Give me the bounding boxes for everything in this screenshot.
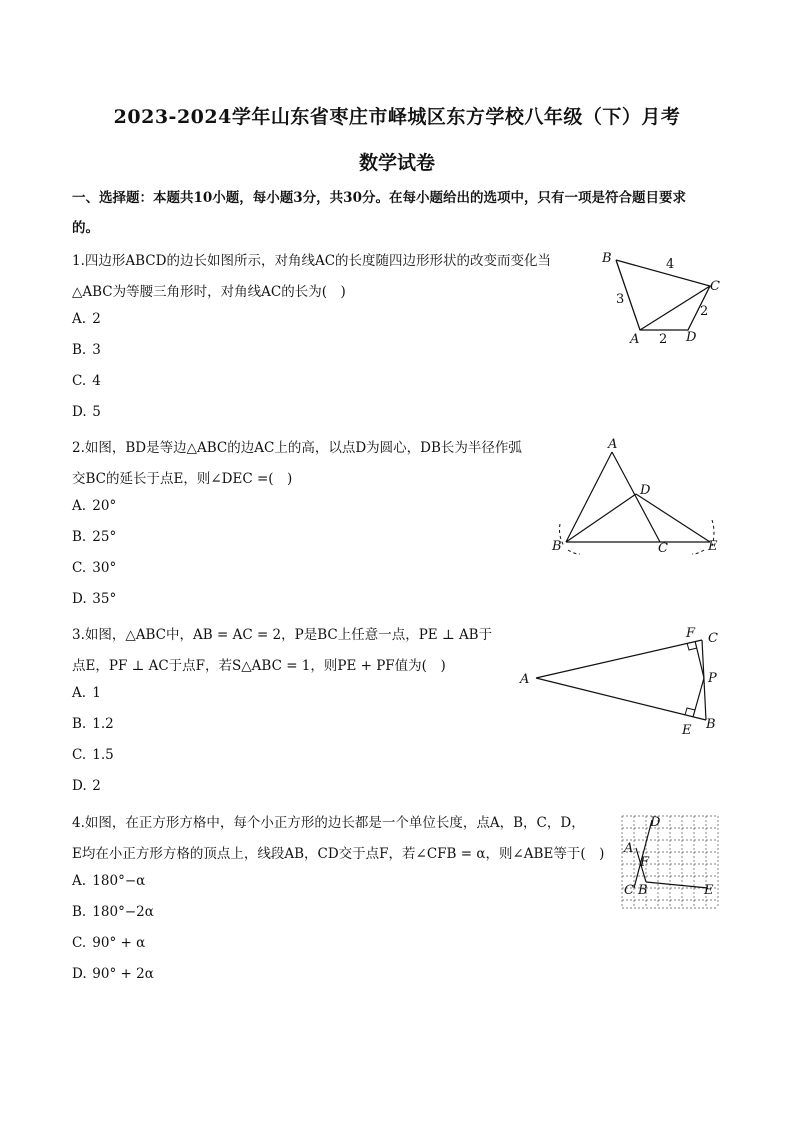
option-label: C. — [72, 560, 87, 576]
side-ac — [536, 640, 702, 678]
point-a-label: A — [624, 841, 634, 856]
point-c-label: C — [624, 883, 634, 898]
option-text: 180°−α — [92, 873, 146, 889]
option-label: A. — [72, 311, 87, 327]
point-e-label: E — [708, 539, 718, 554]
side-bc-length: 4 — [666, 257, 675, 272]
segment-bd — [566, 494, 636, 542]
question-3-option-d[interactable] — [72, 778, 101, 794]
question-3-figure — [516, 622, 726, 742]
option-label: D. — [72, 778, 87, 794]
option-label: C. — [72, 747, 87, 763]
question-2-option-d[interactable] — [72, 591, 116, 607]
option-text: 5 — [92, 404, 101, 420]
side-ab — [536, 678, 706, 720]
side-ac — [612, 452, 660, 542]
option-label: A. — [72, 685, 87, 701]
question-4-figure — [620, 814, 720, 910]
side-ab — [566, 452, 612, 542]
section-heading: 一、选择题：本题共10小题，每小题3分，共30分。在每小题给出的选项中，只有一项是符合题目要求 — [72, 190, 686, 206]
option-text: 30° — [92, 560, 117, 576]
question-2-line-2: 交BC的延长于点E，则∠DEC =( ) — [72, 471, 293, 487]
point-d-label: D — [686, 330, 697, 345]
side-cd-length: 2 — [700, 304, 709, 319]
question-1-option-d[interactable] — [72, 404, 101, 420]
option-label: C. — [72, 373, 87, 389]
question-1-option-c[interactable] — [72, 373, 101, 389]
point-b-label: B — [552, 539, 562, 554]
question-1-line-2: △ABC为等腰三角形时，对角线AC的长为( ) — [72, 284, 346, 300]
question-3-option-c[interactable] — [72, 747, 114, 763]
question-4-option-d[interactable] — [72, 966, 154, 982]
point-b-label: B — [602, 251, 612, 266]
point-a-label: A — [608, 437, 618, 452]
question-4-option-b[interactable] — [72, 904, 154, 920]
option-text: 1.2 — [92, 716, 114, 732]
arc-right-lower — [692, 550, 704, 554]
option-label: D. — [72, 966, 87, 982]
page-subtitle: 数学试卷 — [358, 152, 435, 174]
option-label: B. — [72, 716, 87, 732]
point-f-label: F — [686, 626, 696, 641]
option-text: 35° — [92, 591, 117, 607]
option-label: B. — [72, 529, 87, 545]
question-4-option-a[interactable] — [72, 873, 145, 889]
option-text: 3 — [92, 342, 101, 358]
option-text: 90° + α — [92, 935, 146, 951]
arc-left-lower — [568, 550, 580, 554]
option-label: B. — [72, 342, 87, 358]
segment-cd — [634, 820, 652, 888]
question-4-line-1: 4.如图，在正方形方格中，每个小正方形的边长都是一个单位长度，点A，B，C，D， — [72, 815, 585, 831]
option-text: 2 — [92, 778, 101, 794]
option-text: 4 — [92, 373, 101, 389]
point-b-label: B — [706, 717, 716, 732]
point-d-label: D — [640, 483, 651, 498]
option-label: C. — [72, 935, 87, 951]
point-c-label: C — [708, 631, 718, 646]
option-text: 180°−2α — [92, 904, 154, 920]
page-title: 2023-2024学年山东省枣庄市峄城区东方学校八年级（下）月考 — [113, 106, 681, 128]
option-label: D. — [72, 591, 87, 607]
section-heading-cont: 的。 — [72, 220, 99, 236]
point-d-label: D — [650, 815, 661, 830]
point-a-label: A — [520, 672, 530, 687]
point-b-label: B — [638, 883, 648, 898]
option-text: 1 — [92, 685, 101, 701]
question-3-option-b[interactable] — [72, 716, 114, 732]
question-1-line-1: 1.四边形ABCD的边长如图所示，对角线AC的长度随四边形形状的改变而变化当 — [72, 253, 552, 269]
point-e-label: E — [704, 883, 714, 898]
option-text: 1.5 — [92, 747, 114, 763]
segment-pe — [693, 678, 704, 717]
point-p-label: P — [708, 671, 717, 686]
option-label: A. — [72, 873, 87, 889]
question-4-line-2: E均在小正方形方格的顶点上，线段AB，CD交于点F，若∠CFB = α，则∠ABE等于( ) — [72, 846, 605, 862]
option-label: B. — [72, 904, 87, 920]
question-2-line-1: 2.如图，BD是等边△ABC的边AC上的高，以点D为圆心，DB长为半径作弧 — [72, 440, 522, 456]
question-2-figure — [548, 436, 728, 561]
question-3-line-2: 点E，PF ⊥ AC于点F，若S△ABC = 1，则PE + PF值为( ) — [72, 658, 446, 674]
question-1-option-a[interactable] — [72, 311, 101, 327]
point-c-label: C — [710, 279, 720, 294]
option-label: D. — [72, 404, 87, 420]
side-ab-length: 3 — [616, 292, 625, 307]
question-4-option-c[interactable] — [72, 935, 145, 951]
question-3-line-1: 3.如图，△ABC中，AB = AC = 2，P是BC上任意一点，PE ⊥ AB于 — [72, 627, 493, 643]
question-3-option-a[interactable] — [72, 685, 101, 701]
question-1-figure — [596, 248, 726, 348]
option-label: A. — [72, 498, 87, 514]
side-ad-length: 2 — [659, 332, 668, 347]
point-e-label: E — [682, 723, 692, 738]
point-a-label: A — [630, 332, 640, 347]
point-f-label: F — [640, 855, 650, 870]
option-text: 90° + 2α — [92, 966, 154, 982]
option-text: 25° — [92, 529, 117, 545]
question-2-option-b[interactable] — [72, 529, 116, 545]
option-text: 2 — [92, 311, 101, 327]
segment-be — [646, 882, 708, 888]
question-1-option-b[interactable] — [72, 342, 101, 358]
option-text: 20° — [92, 498, 117, 514]
point-c-label: C — [658, 541, 668, 556]
question-2-option-c[interactable] — [72, 560, 116, 576]
question-2-option-a[interactable] — [72, 498, 116, 514]
